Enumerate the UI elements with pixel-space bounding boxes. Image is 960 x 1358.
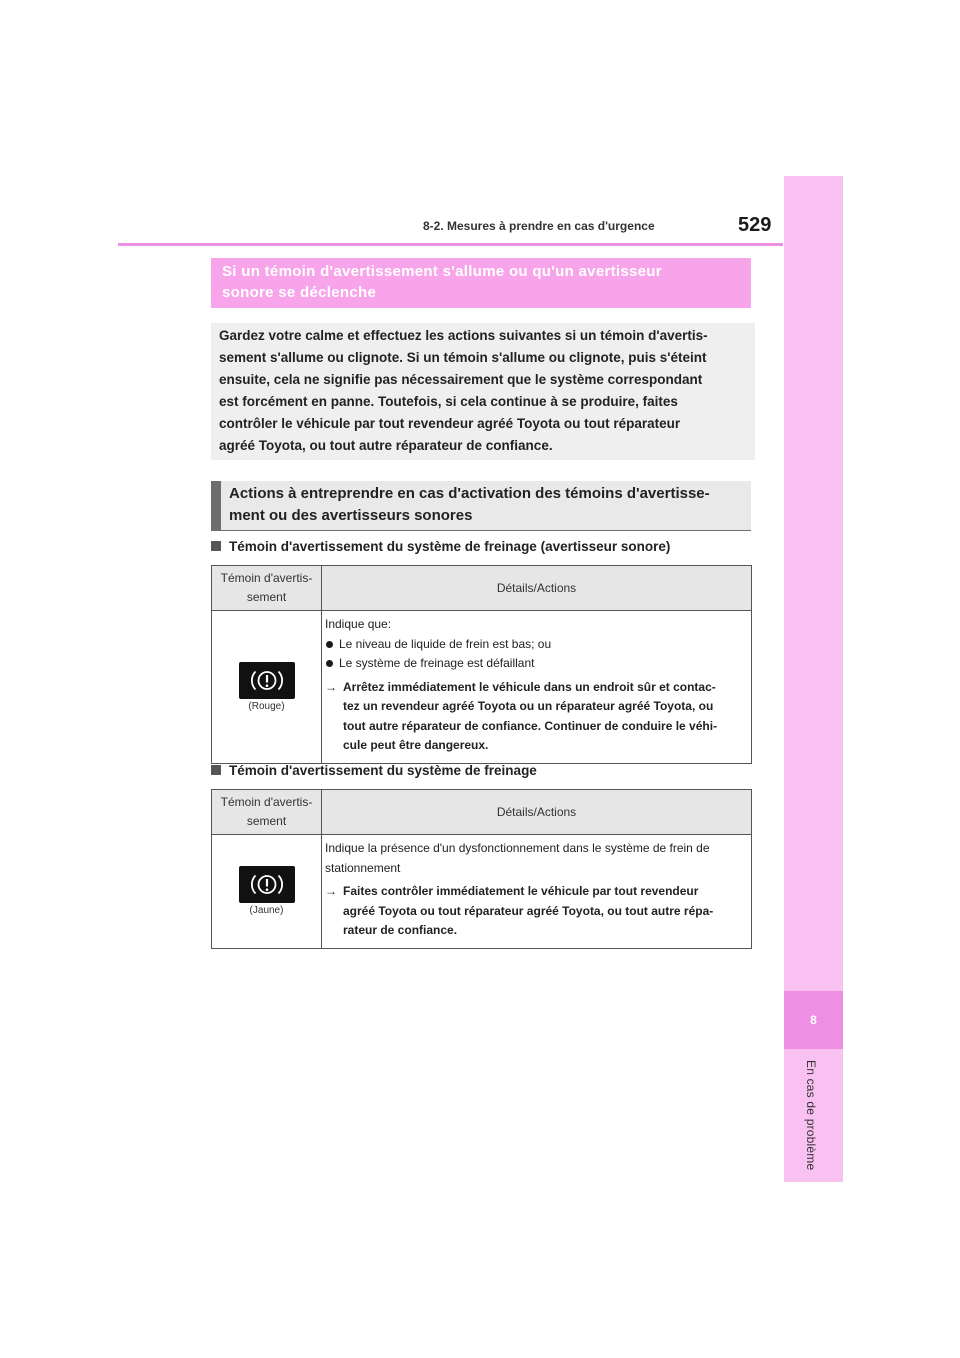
header-line: sement xyxy=(246,590,287,604)
action-text xyxy=(325,882,745,941)
sub-heading xyxy=(211,481,751,531)
table-title-text: Témoin d'avertissement du système de freinage xyxy=(229,763,537,778)
action-line: agréé Toyota ou tout réparateur agréé Toyota, ou tout autre répa- xyxy=(343,903,714,918)
table-row xyxy=(212,835,322,949)
brake-warning-icon xyxy=(239,662,295,699)
main-heading xyxy=(211,258,751,308)
action-line: tout autre réparateur de confiance. Continuer de conduire le véhi- xyxy=(343,718,718,733)
intro-line: ensuite, cela ne signifie pas nécessairement que le système correspondant xyxy=(219,372,703,387)
sub-heading-line: ment ou des avertisseurs sonores xyxy=(229,507,473,524)
column-header-light xyxy=(212,566,322,611)
details-cell xyxy=(322,611,752,764)
main-heading-line: sonore se déclenche xyxy=(222,284,377,301)
table-title-text: Témoin d'avertissement du système de freinage (avertisseur sonore) xyxy=(229,539,671,554)
header-rule xyxy=(118,243,783,246)
arrow-icon: → xyxy=(325,884,337,898)
table-title xyxy=(211,763,537,778)
action-line: cule peut être dangereux. xyxy=(343,738,489,752)
header-line: Témoin d'avertis- xyxy=(220,571,313,585)
action-line: rateur de confiance. xyxy=(343,923,458,937)
header-line: sement xyxy=(246,814,287,828)
chapter-title: En cas de problème xyxy=(804,1060,818,1171)
bullet-item: Le niveau de liquide de frein est bas; ou xyxy=(325,635,745,655)
table-title xyxy=(211,539,670,554)
action-text xyxy=(325,678,745,756)
section-title: 8-2. Mesures à prendre en cas d'urgence xyxy=(423,219,655,233)
header-line: Témoin d'avertis- xyxy=(220,795,313,809)
details-intro: Indique la présence d'un dysfonctionnement dans le système de frein de xyxy=(325,841,710,855)
sub-heading-line: Actions à entreprendre en cas d'activation des témoins d'avertisse- xyxy=(229,485,710,502)
table-row xyxy=(212,611,322,764)
details-intro: Indique que: xyxy=(325,617,392,631)
action-line: Arrêtez immédiatement le véhicule dans un endroit sûr et contac- xyxy=(343,679,716,694)
warning-table xyxy=(211,565,752,764)
warning-table xyxy=(211,789,752,949)
column-header-details: Détails/Actions xyxy=(322,566,752,611)
details-intro: stationnement xyxy=(325,860,401,875)
square-bullet-icon xyxy=(211,765,221,775)
main-heading-line: Si un témoin d'avertissement s'allume ou qu'un avertisseur xyxy=(222,263,662,280)
intro-line: contrôler le véhicule par tout revendeur agréé Toyota ou tout réparateur xyxy=(219,416,681,431)
chapter-number: 8 xyxy=(784,991,843,1049)
brake-warning-icon xyxy=(239,866,295,903)
chapter-side-tab xyxy=(784,176,843,1182)
icon-color-caption: (Jaune) xyxy=(249,905,284,917)
details-cell xyxy=(322,835,752,949)
intro-line: est forcément en panne. Toutefois, si cela continue à se produire, faites xyxy=(219,394,678,409)
intro-line: Gardez votre calme et effectuez les actions suivantes si un témoin d'avertis- xyxy=(219,328,708,343)
arrow-icon: → xyxy=(325,679,337,694)
column-header-light xyxy=(212,790,322,835)
intro-box xyxy=(211,323,755,460)
intro-line: sement s'allume ou clignote. Si un témoin s'allume ou clignote, puis s'éteint xyxy=(219,350,707,365)
page-number: 529 xyxy=(738,214,772,236)
bullet-item: Le système de freinage est défaillant xyxy=(325,654,745,674)
column-header-details: Détails/Actions xyxy=(322,790,752,835)
action-line: tez un revendeur agréé Toyota ou un réparateur agréé Toyota, ou xyxy=(343,699,714,713)
intro-line: agréé Toyota, ou tout autre réparateur de confiance. xyxy=(219,438,553,453)
action-line: Faites contrôler immédiatement le véhicule par tout revendeur xyxy=(343,884,699,898)
icon-color-caption: (Rouge) xyxy=(248,700,285,712)
square-bullet-icon xyxy=(211,541,221,551)
